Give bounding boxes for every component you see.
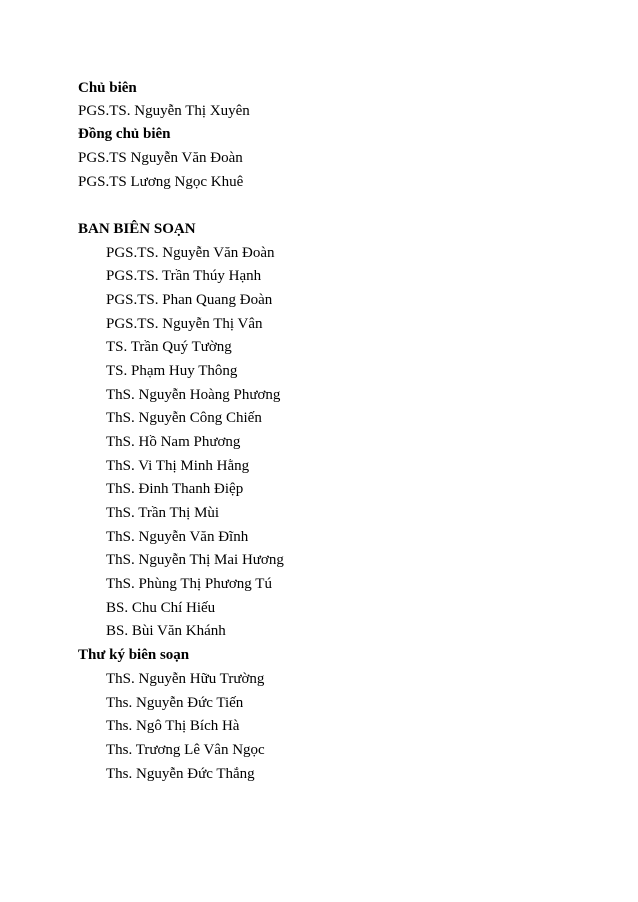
editorial-board-member: PGS.TS. Trần Thúy Hạnh: [106, 268, 262, 284]
editorial-board-member: ThS. Nguyễn Văn Đĩnh: [106, 529, 249, 545]
secretary-member: Ths. Ngô Thị Bích Hà: [106, 718, 240, 734]
chief-editor-name: PGS.TS. Nguyễn Thị Xuyên: [78, 103, 250, 119]
editorial-board-member: ThS. Phùng Thị Phương Tú: [106, 576, 272, 592]
co-chief-editor-name: PGS.TS Lương Ngọc Khuê: [78, 174, 244, 190]
chief-editor-heading: Chủ biên: [78, 80, 137, 96]
editorial-board-member: PGS.TS. Nguyễn Văn Đoàn: [106, 245, 275, 261]
secretary-member: Ths. Nguyễn Đức Thắng: [106, 766, 255, 782]
secretary-member: Ths. Nguyễn Đức Tiến: [106, 695, 244, 711]
editorial-board-member: TS. Trần Quý Tường: [106, 339, 232, 355]
co-chief-editor-heading: Đồng chủ biên: [78, 126, 171, 142]
editorial-board-member: ThS. Nguyễn Công Chiến: [106, 410, 262, 426]
editorial-board-member: ThS. Đinh Thanh Điệp: [106, 481, 244, 497]
editorial-board-member: PGS.TS. Nguyễn Thị Vân: [106, 316, 263, 332]
secretary-member: ThS. Nguyễn Hữu Trường: [106, 671, 265, 687]
secretary-member: Ths. Trương Lê Vân Ngọc: [106, 742, 265, 758]
editorial-board-member: BS. Bùi Văn Khánh: [106, 623, 226, 639]
editorial-board-member: PGS.TS. Phan Quang Đoàn: [106, 292, 273, 308]
editorial-board-member: ThS. Nguyễn Hoàng Phương: [106, 387, 281, 403]
editorial-board-member: ThS. Vi Thị Minh Hằng: [106, 458, 250, 474]
editorial-board-member: TS. Phạm Huy Thông: [106, 363, 238, 379]
editorial-board-member: ThS. Nguyễn Thị Mai Hương: [106, 552, 284, 568]
secretaries-heading: Thư ký biên soạn: [78, 647, 190, 663]
editorial-board-member: BS. Chu Chí Hiếu: [106, 600, 216, 616]
editorial-board-member: ThS. Hồ Nam Phương: [106, 434, 241, 450]
editorial-board-heading: BAN BIÊN SOẠN: [78, 221, 196, 237]
editorial-board-member: ThS. Trần Thị Mùi: [106, 505, 220, 521]
co-chief-editor-name: PGS.TS Nguyễn Văn Đoàn: [78, 150, 243, 166]
